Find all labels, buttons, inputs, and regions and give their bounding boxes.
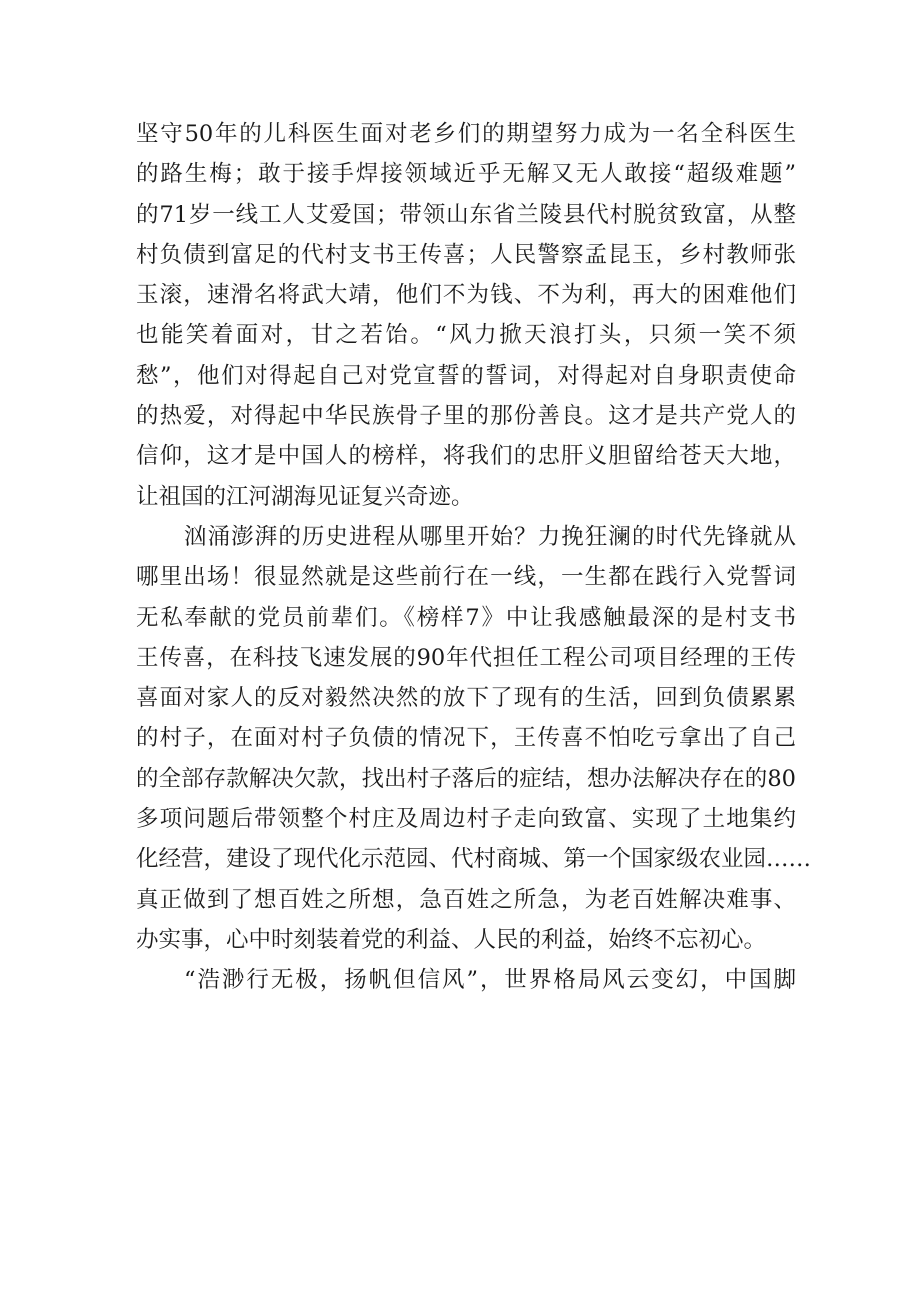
text-line: 办实事，心中时刻装着党的利益、人民的利益，始终不忘初心。 [136,926,767,953]
text-line: 也能笑着面对，甘之若饴。“风力掀天浪打头，只须一笑不须 [136,322,796,349]
text-line: 的全部存款解决欠款，找出村子落后的症结，想办法解决存在的80 [136,765,796,792]
text-line: 无私奉献的党员前辈们。《榜样7》中让我感触最深的是村支书 [136,604,796,631]
text-line: 信仰，这才是中国人的榜样，将我们的忠肝义胆留给苍天大地， [136,443,796,470]
paragraph-start-line: 汹涌澎湃的历史进程从哪里开始？力挽狂澜的时代先锋就从 [184,523,796,550]
text-line: 真正做到了想百姓之所想，急百姓之所急，为老百姓解决难事、 [136,886,796,913]
text-line: 哪里出场！很显然就是这些前行在一线，一生都在践行入党誓词 [136,564,796,591]
text-line: 让祖国的江河湖海见证复兴奇迹。 [136,483,474,510]
text-line: 玉滚，速滑名将武大靖，他们不为钱、不为利，再大的困难他们 [136,282,796,309]
text-line: 坚守50年的儿科医生面对老乡们的期望努力成为一名全科医生 [136,121,796,147]
text-line: 的路生梅；敢于接手焊接领域近乎无解又无人敢接“超级难题” [136,161,796,188]
text-line: 村负债到富足的代村支书王传喜；人民警察孟昆玉，乡村教师张 [136,241,796,268]
body-text [136,114,812,1001]
text-line: 的热爱，对得起中华民族骨子里的那份善良。这才是共产党人的 [136,403,796,430]
text-line: 多项问题后带领整个村庄及周边村子走向致富、实现了土地集约 [136,806,796,833]
text-line: 的村子，在面对村子负债的情况下，王传喜不怕吃亏拿出了自己 [136,725,796,752]
text-line: 喜面对家人的反对毅然决然的放下了现有的生活，回到负债累累 [136,685,796,712]
text-line: 王传喜，在科技飞速发展的90年代担任工程公司项目经理的王传 [136,644,796,671]
paragraph-start-line: “浩渺行无极，扬帆但信风”，世界格局风云变幻，中国脚 [184,967,796,994]
text-line: 化经营，建设了现代化示范园、代村商城、第一个国家级农业园…… [136,846,812,873]
text-line: 的71岁一线工人艾爱国；带领山东省兰陵县代村脱贫致富，从整 [136,201,796,228]
text-line: 愁”，他们对得起自己对党宣誓的誓词，对得起对自身职责使命 [136,362,796,389]
